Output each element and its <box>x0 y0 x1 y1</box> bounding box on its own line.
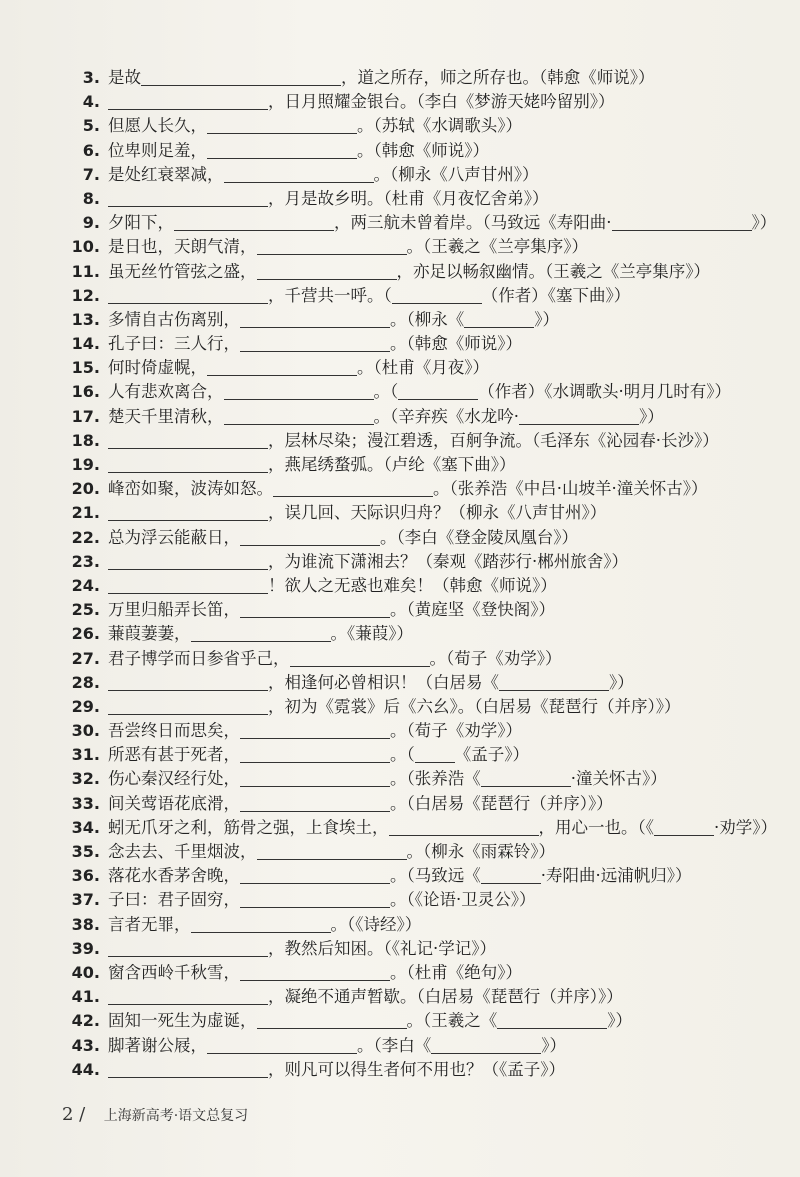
question-row <box>60 380 760 404</box>
question-text: 虽无丝竹管弦之盛， <box>108 261 257 281</box>
question-text: 。（ <box>390 745 415 765</box>
question-number: 42. <box>71 1011 100 1031</box>
question-row <box>60 550 760 574</box>
question-row <box>60 405 760 429</box>
question-text: 。（《论语·卫灵公》） <box>390 890 536 910</box>
question-text: 脚著谢公屐， <box>108 1035 207 1055</box>
question-text: 》） <box>534 309 559 329</box>
question-text: 。（荀子《劝学》） <box>390 721 522 741</box>
question-number: 14. <box>71 334 100 354</box>
question-row <box>60 453 760 477</box>
question-text: 。（李白《 <box>357 1035 432 1055</box>
question-text: 蒹葭萋萋， <box>108 624 191 644</box>
answer-blank[interactable] <box>240 962 390 981</box>
answer-blank[interactable] <box>191 914 331 933</box>
question-text: 念去去、千里烟波， <box>108 842 257 861</box>
answer-blank[interactable] <box>108 986 268 1005</box>
question-text: （作者）《水调歌头·明月几时有》） <box>478 382 731 402</box>
answer-blank[interactable] <box>240 889 390 908</box>
answer-blank[interactable] <box>481 865 541 884</box>
question-number: 30. <box>71 721 100 741</box>
question-text: （作者）《塞下曲》） <box>481 285 631 305</box>
question-row <box>60 1058 760 1082</box>
question-number: 38. <box>71 914 100 934</box>
question-number: 44. <box>71 1059 100 1079</box>
question-text: 伤心秦汉经行处， <box>108 769 240 789</box>
question-text: 。（马致远《 <box>390 866 481 886</box>
question-number: 5. <box>82 116 100 136</box>
question-row <box>60 840 760 864</box>
question-number: 28. <box>71 672 100 692</box>
question-text: ，则凡可以得生者何不用也？（《孟子》） <box>268 1059 565 1079</box>
question-number: 19. <box>71 455 100 474</box>
question-text: 窗含西岭千秋雪， <box>108 962 240 982</box>
answer-blank[interactable] <box>207 140 357 159</box>
question-text: ，教然后知困。（《礼记·学记》） <box>268 938 496 958</box>
question-row <box>60 913 760 937</box>
answer-blank[interactable] <box>141 67 341 86</box>
question-text: 固知一死生为虚诞， <box>108 1011 257 1031</box>
question-number: 18. <box>71 430 100 450</box>
question-number: 31. <box>71 745 100 765</box>
question-text: 是故 <box>108 68 141 87</box>
question-row <box>60 284 760 308</box>
answer-blank[interactable] <box>481 768 571 787</box>
question-text: 。（韩愈《师说》） <box>390 334 522 354</box>
answer-blank[interactable] <box>240 527 380 546</box>
question-row <box>60 477 760 501</box>
question-number: 7. <box>82 164 100 184</box>
question-text: 。《蒹葭》） <box>330 624 413 644</box>
answer-blank[interactable] <box>108 502 268 521</box>
question-row <box>60 308 760 332</box>
question-text: 。（张养浩《 <box>390 769 481 789</box>
question-row <box>60 211 777 235</box>
answer-blank[interactable] <box>240 744 390 763</box>
question-text: 》） <box>751 213 777 233</box>
answer-blank[interactable] <box>389 817 539 836</box>
question-text: ，月是故乡明。（杜甫《月夜忆舍弟》） <box>268 188 549 208</box>
question-text: ·寿阳曲·远浦帆归》） <box>540 866 692 886</box>
question-row <box>60 139 760 163</box>
answer-blank[interactable] <box>392 285 482 304</box>
answer-blank[interactable] <box>257 261 397 280</box>
question-text: ！欲人之无惑也难矣！（韩愈《师说》） <box>268 575 557 595</box>
question-text: 》） <box>607 1011 632 1031</box>
answer-blank[interactable] <box>273 478 433 497</box>
question-number: 4. <box>82 92 100 112</box>
answer-blank[interactable] <box>108 696 268 715</box>
question-text: ，道之所存，师之所存也。（韩愈《师说》） <box>341 68 655 87</box>
question-text: 楚天千里清秋， <box>108 406 224 426</box>
answer-blank[interactable] <box>108 938 268 957</box>
answer-blank[interactable] <box>207 357 357 376</box>
question-row <box>60 235 760 259</box>
question-text: 》） <box>609 672 634 692</box>
answer-blank[interactable] <box>108 1059 268 1078</box>
question-text: 。（苏轼《水调歌头》） <box>357 116 522 136</box>
question-text: 何时倚虚幌， <box>108 358 207 378</box>
question-text: 。（王羲之《兰亭集序》） <box>406 237 588 257</box>
question-text: 。（王羲之《 <box>406 1011 498 1031</box>
question-text: 间关莺语花底滑， <box>108 793 240 813</box>
question-number: 29. <box>71 696 100 716</box>
answer-blank[interactable] <box>398 381 478 400</box>
question-row <box>60 792 760 816</box>
question-text: 蚓无爪牙之利，筋骨之强，上食埃土， <box>108 817 389 837</box>
answer-blank[interactable] <box>464 309 534 328</box>
question-text: 万里归船弄长笛， <box>108 600 240 620</box>
question-row <box>60 260 760 284</box>
question-row <box>60 598 760 622</box>
answer-blank[interactable] <box>224 164 374 183</box>
question-text: 多情自古伤离别， <box>108 309 240 329</box>
question-row <box>60 647 760 671</box>
question-text: 总为浮云能蔽日， <box>108 527 240 547</box>
answer-blank[interactable] <box>612 212 752 231</box>
question-row <box>60 888 760 912</box>
answer-blank[interactable] <box>108 672 268 691</box>
question-number: 12. <box>71 285 100 305</box>
answer-blank[interactable] <box>108 91 268 110</box>
question-row <box>60 356 760 380</box>
question-row <box>60 864 760 888</box>
question-text: 君子博学而日参省乎己， <box>108 648 290 668</box>
answer-blank[interactable] <box>108 551 268 570</box>
question-text: ，亦足以畅叙幽情。（王羲之《兰亭集序》） <box>396 261 710 281</box>
question-number: 9. <box>82 213 100 233</box>
question-text: 夕阳下， <box>108 213 174 233</box>
question-number: 34. <box>71 817 100 837</box>
question-number: 40. <box>71 962 100 982</box>
question-row <box>60 574 760 598</box>
question-text: 言者无罪， <box>108 914 191 934</box>
question-text: ，层林尽染；漫江碧透，百舸争流。（毛泽东《沁园春·长沙》） <box>268 430 719 450</box>
question-text: 。（白居易《琵琶行（并序）》） <box>390 793 613 813</box>
question-text: 峰峦如聚，波涛如怒。 <box>108 479 273 499</box>
question-text: ，凝绝不通声暂歇。（白居易《琵琶行（并序）》） <box>268 987 623 1007</box>
answer-blank[interactable] <box>499 672 609 691</box>
answer-blank[interactable] <box>240 768 390 787</box>
question-text: 。（荀子《劝学》） <box>429 648 562 668</box>
question-row <box>60 90 760 114</box>
question-text: 孔子曰：三人行， <box>108 334 240 354</box>
answer-blank[interactable] <box>240 599 390 618</box>
answer-blank[interactable] <box>108 454 268 473</box>
answer-blank[interactable] <box>207 1035 357 1054</box>
answer-blank[interactable] <box>108 285 268 304</box>
answer-blank[interactable] <box>257 236 407 255</box>
answer-blank[interactable] <box>174 212 334 231</box>
question-text: ，初为《霓裳》后《六幺》。（白居易《琵琶行（并序）》） <box>268 696 681 716</box>
question-number: 16. <box>71 382 100 402</box>
question-text: ·潼关怀古》） <box>570 769 667 789</box>
question-row <box>60 671 760 695</box>
answer-blank[interactable] <box>207 115 357 134</box>
question-row <box>60 1034 760 1058</box>
question-row <box>60 187 760 211</box>
question-number: 6. <box>82 140 100 160</box>
question-text: 。（ <box>373 382 399 402</box>
question-text: 。（辛弃疾《水龙吟· <box>373 406 519 426</box>
answer-blank[interactable] <box>431 1035 541 1054</box>
question-row <box>60 526 760 550</box>
answer-blank[interactable] <box>240 793 390 812</box>
answer-blank[interactable] <box>240 309 390 328</box>
answer-blank[interactable] <box>240 333 390 352</box>
question-row <box>60 622 760 646</box>
question-text: ，两三航未曾着岸。（马致远《寿阳曲· <box>334 213 612 233</box>
question-number: 39. <box>71 938 100 958</box>
question-row <box>60 501 760 525</box>
question-text: ，相逢何必曾相识！（白居易《 <box>268 672 499 692</box>
question-text: 。（韩愈《师说》） <box>357 140 489 160</box>
answer-blank[interactable] <box>290 648 430 667</box>
answer-blank[interactable] <box>415 744 455 763</box>
answer-blank[interactable] <box>257 1010 407 1029</box>
question-text: 。（杜甫《绝句》） <box>390 962 522 982</box>
question-text: 。（柳永《雨霖铃》） <box>406 842 555 861</box>
question-number: 10. <box>71 237 100 257</box>
question-text: 。（杜甫《月夜》） <box>357 358 489 378</box>
question-text: 落花水香茅舍晚， <box>108 866 240 886</box>
question-row <box>60 937 760 961</box>
page-number: 2 / <box>62 1104 86 1125</box>
question-text: 吾尝终日而思矣， <box>108 721 240 741</box>
question-text: 。（柳永《八声甘州》） <box>373 164 539 184</box>
question-text: ·劝学》） <box>714 817 777 837</box>
question-number: 3. <box>82 68 100 87</box>
question-text: ，燕尾绣蝥弧。（卢纶《塞下曲》） <box>268 455 516 474</box>
question-number: 36. <box>71 866 100 886</box>
question-row <box>60 961 760 985</box>
answer-blank[interactable] <box>108 188 268 207</box>
question-number: 35. <box>71 842 100 861</box>
question-row <box>60 429 760 453</box>
question-number: 26. <box>71 624 100 644</box>
answer-blank[interactable] <box>654 817 714 836</box>
question-row <box>60 1009 760 1033</box>
question-row <box>60 743 760 767</box>
answer-blank[interactable] <box>191 623 331 642</box>
question-number: 25. <box>71 600 100 620</box>
answer-blank[interactable] <box>257 841 407 860</box>
question-number: 32. <box>71 769 100 789</box>
question-text: 。（李白《登金陵凤凰台》） <box>380 527 578 547</box>
question-text: 。（柳永《 <box>390 309 465 329</box>
question-text: 是处红衰翠减， <box>108 164 224 184</box>
question-number: 20. <box>71 479 100 499</box>
question-number: 21. <box>71 503 100 523</box>
question-row <box>60 985 760 1009</box>
book-title: 上海新高考·语文总复习 <box>103 1108 249 1124</box>
question-text: ，日月照耀金银台。（李白《梦游天姥吟留别》） <box>268 92 615 112</box>
question-row <box>60 66 760 90</box>
answer-blank[interactable] <box>224 381 374 400</box>
question-row <box>60 332 760 356</box>
question-text: 位卑则足羞， <box>108 140 207 160</box>
question-row <box>60 114 760 138</box>
question-text: 《孟子》） <box>454 745 529 765</box>
answer-blank[interactable] <box>240 865 390 884</box>
question-number: 8. <box>82 188 100 208</box>
question-row <box>60 719 760 743</box>
question-text: ，用心一也。（《 <box>538 817 654 837</box>
answer-blank[interactable] <box>497 1010 607 1029</box>
question-number: 24. <box>71 575 100 595</box>
question-text: 。（《诗经》） <box>330 914 422 934</box>
question-number: 43. <box>71 1035 100 1055</box>
question-number: 37. <box>71 890 100 910</box>
answer-blank[interactable] <box>519 406 639 425</box>
question-text: ，为谁流下潇湘去？（秦观《踏莎行·郴州旅舍》） <box>268 551 628 571</box>
question-text: ，千营共一呼。（ <box>268 285 392 305</box>
answer-blank[interactable] <box>224 406 374 425</box>
question-text: 。（张养浩《中吕·山坡羊·潼关怀古》） <box>433 479 708 499</box>
question-text: 》） <box>639 406 664 426</box>
question-row <box>60 767 760 791</box>
question-row <box>60 695 760 719</box>
question-number: 27. <box>71 648 100 668</box>
question-text: 但愿人长久， <box>108 116 207 136</box>
answer-blank[interactable] <box>108 430 268 449</box>
question-number: 22. <box>71 527 100 547</box>
question-number: 11. <box>71 261 100 281</box>
question-number: 41. <box>71 987 100 1007</box>
question-text: 子曰：君子固穷， <box>108 890 240 910</box>
answer-blank[interactable] <box>108 575 268 594</box>
question-number: 17. <box>71 406 100 426</box>
question-number: 13. <box>71 309 100 329</box>
question-text: 。（黄庭坚《登快阁》） <box>390 600 555 620</box>
question-number: 15. <box>71 358 100 378</box>
question-number: 33. <box>71 793 100 813</box>
answer-blank[interactable] <box>240 720 390 739</box>
question-text: 》） <box>541 1035 566 1055</box>
question-text: ，误几回、天际识归舟？（柳永《八声甘州》） <box>268 503 607 523</box>
question-row <box>60 816 777 840</box>
question-row <box>60 163 760 187</box>
question-text: 是日也，天朗气清， <box>108 237 257 257</box>
question-number: 23. <box>71 551 100 571</box>
fill-in-list <box>60 66 777 1082</box>
question-text: 所恶有甚于死者， <box>108 745 240 765</box>
question-text: 人有悲欢离合， <box>108 382 224 402</box>
page-footer <box>62 1104 248 1125</box>
